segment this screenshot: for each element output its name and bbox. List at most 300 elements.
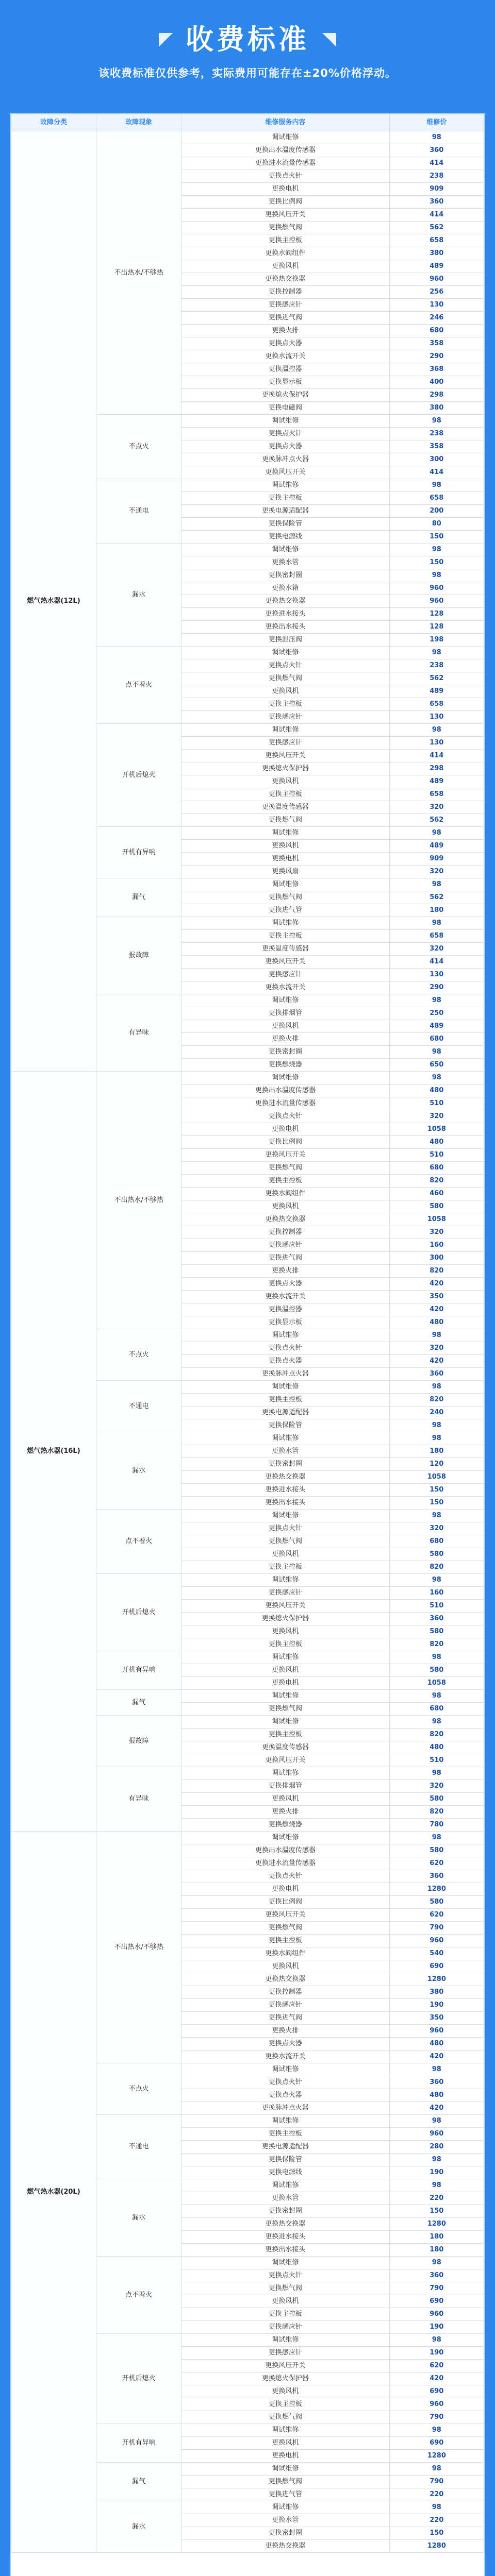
price-cell: 98 bbox=[389, 2154, 484, 2166]
solution-cell: 更换保险管 bbox=[182, 518, 389, 531]
solution-cell: 更换主控板 bbox=[182, 492, 389, 505]
solution-cell: 更换点火器 bbox=[182, 1355, 389, 1368]
price-cell: 414 bbox=[389, 209, 484, 222]
price-cell: 562 bbox=[389, 672, 484, 685]
price-cell: 790 bbox=[389, 2476, 484, 2488]
price-cell: 489 bbox=[389, 685, 484, 698]
solution-cell: 更换风压开关 bbox=[182, 956, 389, 969]
price-cell: 120 bbox=[389, 1458, 484, 1471]
price-cell: 820 bbox=[389, 1728, 484, 1741]
price-cell: 98 bbox=[389, 878, 484, 891]
solution-cell: 更换火排 bbox=[182, 1806, 389, 1819]
price-table-container[interactable] bbox=[10, 113, 485, 2576]
solution-cell: 更换显示板 bbox=[182, 1316, 389, 1329]
solution-cell: 更换水阀组件 bbox=[182, 1188, 389, 1200]
price-cell: 360 bbox=[389, 1613, 484, 1625]
price-cell: 220 bbox=[389, 2192, 484, 2205]
solution-cell: 更换风机 bbox=[182, 1793, 389, 1806]
solution-cell: 更换热交换器 bbox=[182, 2218, 389, 2231]
price-cell: 360 bbox=[389, 144, 484, 157]
solution-cell: 调试维修 bbox=[182, 2334, 389, 2347]
table-row bbox=[11, 1072, 484, 1084]
solution-cell: 更换控制器 bbox=[182, 1226, 389, 1239]
price-cell: 198 bbox=[389, 634, 484, 647]
price-cell: 380 bbox=[389, 402, 484, 415]
solution-cell: 更换感应针 bbox=[182, 1999, 389, 2012]
solution-cell: 更换熄火保护器 bbox=[182, 2372, 389, 2385]
price-cell: 480 bbox=[389, 1741, 484, 1754]
solution-cell: 更换感应针 bbox=[182, 299, 389, 312]
solution-cell: 更换出水接头 bbox=[182, 2244, 389, 2257]
price-cell: 680 bbox=[389, 1162, 484, 1175]
price-cell: 350 bbox=[389, 1291, 484, 1303]
solution-cell: 更换主控板 bbox=[182, 1935, 389, 1947]
solution-cell: 更换主控板 bbox=[182, 2128, 389, 2141]
solution-cell: 更换主控板 bbox=[182, 1728, 389, 1741]
price-cell: 98 bbox=[389, 2115, 484, 2128]
solution-cell: 更换点火器 bbox=[182, 2038, 389, 2050]
solution-cell: 更换风机 bbox=[182, 260, 389, 273]
fault-cell: 点不着火 bbox=[96, 2257, 182, 2334]
solution-cell: 更换燃气阀 bbox=[182, 891, 389, 904]
price-cell: 820 bbox=[389, 1806, 484, 1819]
fault-cell: 不通电 bbox=[96, 1381, 182, 1432]
solution-cell: 调试维修 bbox=[182, 1432, 389, 1445]
solution-cell: 调试维修 bbox=[182, 1690, 389, 1703]
price-cell: 580 bbox=[389, 1793, 484, 1806]
solution-cell: 更换电机 bbox=[182, 183, 389, 196]
price-cell: 480 bbox=[389, 1316, 484, 1329]
price-cell: 960 bbox=[389, 1935, 484, 1947]
price-cell: 420 bbox=[389, 1278, 484, 1291]
price-cell: 300 bbox=[389, 453, 484, 466]
price-cell: 150 bbox=[389, 1484, 484, 1497]
price-cell: 790 bbox=[389, 2411, 484, 2424]
price-cell: 580 bbox=[389, 1625, 484, 1638]
price-cell: 320 bbox=[389, 1780, 484, 1793]
price-cell: 1280 bbox=[389, 2218, 484, 2231]
price-cell: 620 bbox=[389, 2360, 484, 2372]
solution-cell: 更换燃气阀 bbox=[182, 672, 389, 685]
solution-cell: 更换主控板 bbox=[182, 1561, 389, 1574]
solution-cell: 更换控制器 bbox=[182, 1986, 389, 1999]
solution-cell: 调试维修 bbox=[182, 544, 389, 556]
solution-cell: 更换风压开关 bbox=[182, 1149, 389, 1162]
price-cell: 580 bbox=[389, 1200, 484, 1213]
solution-cell: 调试维修 bbox=[182, 2501, 389, 2514]
solution-cell: 更换风机 bbox=[182, 2437, 389, 2450]
solution-cell: 更换密封圈 bbox=[182, 1458, 389, 1471]
solution-cell: 更换风压开关 bbox=[182, 750, 389, 762]
fault-cell: 开机有异响 bbox=[96, 2424, 182, 2463]
solution-cell: 更换电机 bbox=[182, 1677, 389, 1690]
solution-cell: 更换电机 bbox=[182, 1883, 389, 1896]
price-cell: 98 bbox=[389, 1832, 484, 1844]
header bbox=[0, 0, 495, 106]
solution-cell: 更换排烟管 bbox=[182, 1007, 389, 1020]
price-cell: 190 bbox=[389, 2347, 484, 2360]
price-cell: 680 bbox=[389, 1703, 484, 1716]
price-cell: 562 bbox=[389, 891, 484, 904]
solution-cell: 更换出水接头 bbox=[182, 1497, 389, 1510]
price-cell: 510 bbox=[389, 1754, 484, 1767]
price-cell: 190 bbox=[389, 2321, 484, 2334]
price-cell: 98 bbox=[389, 415, 484, 428]
price-cell: 190 bbox=[389, 1999, 484, 2012]
price-cell: 420 bbox=[389, 1355, 484, 1368]
price-cell: 580 bbox=[389, 1664, 484, 1677]
solution-cell: 更换进气阀 bbox=[182, 1252, 389, 1265]
price-cell: 414 bbox=[389, 157, 484, 170]
solution-cell: 更换点火针 bbox=[182, 659, 389, 672]
fault-cell: 有异味 bbox=[96, 994, 182, 1072]
solution-cell: 更换风压开关 bbox=[182, 1754, 389, 1767]
price-cell: 360 bbox=[389, 196, 484, 209]
col-header-fault: 故障现象 bbox=[96, 114, 182, 131]
solution-cell: 更换燃气阀 bbox=[182, 2476, 389, 2488]
price-cell: 909 bbox=[389, 853, 484, 866]
solution-cell: 更换电机 bbox=[182, 853, 389, 866]
solution-cell: 更换水箱 bbox=[182, 582, 389, 595]
price-cell: 489 bbox=[389, 775, 484, 788]
price-cell: 790 bbox=[389, 2282, 484, 2295]
price-cell: 414 bbox=[389, 466, 484, 479]
solution-cell: 更换风压开关 bbox=[182, 466, 389, 479]
price-cell: 98 bbox=[389, 917, 484, 930]
price-cell: 80 bbox=[389, 518, 484, 531]
solution-cell: 更换点火针 bbox=[182, 428, 389, 440]
price-cell: 360 bbox=[389, 1368, 484, 1381]
solution-cell: 更换燃气阀 bbox=[182, 2411, 389, 2424]
solution-cell: 更换显示板 bbox=[182, 376, 389, 389]
solution-cell: 更换点火器 bbox=[182, 2089, 389, 2102]
fault-cell: 点不着火 bbox=[96, 1510, 182, 1574]
fault-cell: 不出热水/不够热 bbox=[96, 131, 182, 415]
right-decoration-icon bbox=[319, 33, 336, 46]
price-cell: 130 bbox=[389, 737, 484, 750]
col-header-price: 维修价 bbox=[389, 114, 484, 131]
solution-cell: 更换热交换器 bbox=[182, 595, 389, 608]
solution-cell: 更换风机 bbox=[182, 840, 389, 853]
price-cell: 510 bbox=[389, 1149, 484, 1162]
solution-cell: 更换风压开关 bbox=[182, 209, 389, 222]
fault-cell: 开机后熄火 bbox=[96, 724, 182, 827]
solution-cell: 更换进气管 bbox=[182, 904, 389, 917]
col-header-solution: 维修服务内容 bbox=[182, 114, 389, 131]
price-cell: 150 bbox=[389, 556, 484, 569]
title-row bbox=[159, 23, 336, 56]
price-cell: 358 bbox=[389, 337, 484, 350]
solution-cell: 更换水管 bbox=[182, 2192, 389, 2205]
price-cell: 98 bbox=[389, 479, 484, 492]
solution-cell: 更换熄火保护器 bbox=[182, 762, 389, 775]
fault-cell: 不点火 bbox=[96, 1329, 182, 1381]
solution-cell: 更换熄火保护器 bbox=[182, 1613, 389, 1625]
price-cell: 98 bbox=[389, 994, 484, 1007]
solution-cell: 更换火排 bbox=[182, 2025, 389, 2038]
price-cell: 960 bbox=[389, 273, 484, 286]
price-cell: 300 bbox=[389, 1252, 484, 1265]
solution-cell: 更换点火器 bbox=[182, 337, 389, 350]
solution-cell: 更换进水流量传感器 bbox=[182, 1097, 389, 1110]
price-cell: 690 bbox=[389, 2437, 484, 2450]
price-cell: 420 bbox=[389, 2372, 484, 2385]
solution-cell: 更换泄压阀 bbox=[182, 634, 389, 647]
price-table bbox=[11, 114, 484, 2553]
price-cell: 298 bbox=[389, 389, 484, 402]
price-cell: 909 bbox=[389, 183, 484, 196]
solution-cell: 更换进水接头 bbox=[182, 608, 389, 621]
price-cell: 150 bbox=[389, 531, 484, 544]
price-cell: 780 bbox=[389, 1819, 484, 1832]
solution-cell: 更换燃气阀 bbox=[182, 814, 389, 827]
solution-cell: 调试维修 bbox=[182, 1381, 389, 1394]
price-cell: 130 bbox=[389, 299, 484, 312]
solution-cell: 更换水阀组件 bbox=[182, 1947, 389, 1960]
price-cell: 960 bbox=[389, 595, 484, 608]
price-table-header-row bbox=[11, 114, 484, 131]
solution-cell: 更换水管 bbox=[182, 556, 389, 569]
price-cell: 562 bbox=[389, 814, 484, 827]
fault-cell: 漏气 bbox=[96, 1690, 182, 1716]
price-cell: 1280 bbox=[389, 2450, 484, 2463]
solution-cell: 更换风压开关 bbox=[182, 1909, 389, 1922]
price-cell: 562 bbox=[389, 222, 484, 234]
solution-cell: 更换点火器 bbox=[182, 1278, 389, 1291]
solution-cell: 更换电源线 bbox=[182, 2166, 389, 2179]
fault-cell: 开机后熄火 bbox=[96, 1574, 182, 1651]
price-cell: 98 bbox=[389, 2501, 484, 2514]
price-cell: 1058 bbox=[389, 1123, 484, 1136]
solution-cell: 更换电机 bbox=[182, 2450, 389, 2463]
solution-cell: 更换风压开关 bbox=[182, 1600, 389, 1613]
price-cell: 360 bbox=[389, 2269, 484, 2282]
solution-cell: 更换感应针 bbox=[182, 1239, 389, 1252]
solution-cell: 更换点火针 bbox=[182, 1522, 389, 1535]
price-cell: 489 bbox=[389, 840, 484, 853]
price-cell: 580 bbox=[389, 1548, 484, 1561]
solution-cell: 更换主控板 bbox=[182, 234, 389, 247]
price-cell: 368 bbox=[389, 363, 484, 376]
price-cell: 290 bbox=[389, 981, 484, 994]
price-cell: 320 bbox=[389, 943, 484, 956]
left-decoration-icon bbox=[159, 33, 176, 46]
price-cell: 160 bbox=[389, 1587, 484, 1600]
solution-cell: 更换保险管 bbox=[182, 2154, 389, 2166]
fault-cell: 漏水 bbox=[96, 2179, 182, 2257]
price-cell: 960 bbox=[389, 2025, 484, 2038]
price-cell: 98 bbox=[389, 2463, 484, 2476]
price-cell: 150 bbox=[389, 2205, 484, 2218]
price-cell: 358 bbox=[389, 440, 484, 453]
fault-cell: 漏气 bbox=[96, 878, 182, 917]
price-cell: 98 bbox=[389, 1716, 484, 1728]
solution-cell: 更换出水温度传感器 bbox=[182, 1844, 389, 1857]
price-cell: 98 bbox=[389, 2257, 484, 2269]
solution-cell: 更换比例阀 bbox=[182, 196, 389, 209]
solution-cell: 更换密封圈 bbox=[182, 1046, 389, 1059]
solution-cell: 调试维修 bbox=[182, 1651, 389, 1664]
price-cell: 620 bbox=[389, 1857, 484, 1870]
solution-cell: 更换点火针 bbox=[182, 170, 389, 183]
price-cell: 98 bbox=[389, 1767, 484, 1780]
solution-cell: 更换密封圈 bbox=[182, 2527, 389, 2540]
solution-cell: 更换燃气阀 bbox=[182, 1922, 389, 1935]
solution-cell: 更换风机 bbox=[182, 1664, 389, 1677]
fault-cell: 漏水 bbox=[96, 544, 182, 647]
price-cell: 240 bbox=[389, 1406, 484, 1419]
solution-cell: 更换出水温度传感器 bbox=[182, 1084, 389, 1097]
page-subtitle: 该收费标准仅供参考，实际费用可能存在±20%价格浮动。 bbox=[98, 66, 397, 79]
price-cell: 414 bbox=[389, 956, 484, 969]
price-cell: 128 bbox=[389, 608, 484, 621]
solution-cell: 更换进水流量传感器 bbox=[182, 157, 389, 170]
table-row bbox=[11, 131, 484, 144]
price-cell: 290 bbox=[389, 350, 484, 363]
solution-cell: 更换水流开关 bbox=[182, 981, 389, 994]
solution-cell: 更换温控器 bbox=[182, 1303, 389, 1316]
price-cell: 246 bbox=[389, 312, 484, 325]
price-cell: 1058 bbox=[389, 1213, 484, 1226]
fault-cell: 开机后熄火 bbox=[96, 2334, 182, 2424]
price-table-body bbox=[11, 131, 484, 2553]
price-cell: 220 bbox=[389, 2488, 484, 2501]
price-cell: 298 bbox=[389, 762, 484, 775]
fault-cell: 漏水 bbox=[96, 1432, 182, 1510]
solution-cell: 更换电源适配器 bbox=[182, 1406, 389, 1419]
price-cell: 1280 bbox=[389, 1883, 484, 1896]
solution-cell: 调试维修 bbox=[182, 2115, 389, 2128]
solution-cell: 更换温度传感器 bbox=[182, 943, 389, 956]
solution-cell: 更换火排 bbox=[182, 1265, 389, 1278]
price-cell: 650 bbox=[389, 1059, 484, 1072]
solution-cell: 更换出水温度传感器 bbox=[182, 144, 389, 157]
fault-cell: 不出热水/不够热 bbox=[96, 1832, 182, 2063]
solution-cell: 更换主控板 bbox=[182, 2398, 389, 2411]
solution-cell: 更换燃气阀 bbox=[182, 2282, 389, 2295]
price-cell: 960 bbox=[389, 2308, 484, 2321]
solution-cell: 更换电机 bbox=[182, 1123, 389, 1136]
solution-cell: 更换水管 bbox=[182, 1445, 389, 1458]
price-cell: 130 bbox=[389, 711, 484, 724]
fault-cell: 开机有异响 bbox=[96, 1651, 182, 1690]
solution-cell: 调试维修 bbox=[182, 1574, 389, 1587]
price-cell: 540 bbox=[389, 1947, 484, 1960]
price-cell: 820 bbox=[389, 1561, 484, 1574]
price-cell: 420 bbox=[389, 2102, 484, 2115]
solution-cell: 更换电源适配器 bbox=[182, 505, 389, 518]
price-cell: 98 bbox=[389, 2179, 484, 2192]
solution-cell: 更换燃气阀 bbox=[182, 1535, 389, 1548]
solution-cell: 更换水管 bbox=[182, 2514, 389, 2527]
page-title: 收费标准 bbox=[186, 23, 309, 56]
solution-cell: 更换火排 bbox=[182, 325, 389, 337]
solution-cell: 更换密封圈 bbox=[182, 2205, 389, 2218]
fault-cell: 开机有异响 bbox=[96, 827, 182, 878]
solution-cell: 调试维修 bbox=[182, 1329, 389, 1342]
solution-cell: 更换风机 bbox=[182, 1625, 389, 1638]
price-cell: 98 bbox=[389, 1574, 484, 1587]
solution-cell: 更换主控板 bbox=[182, 698, 389, 711]
price-cell: 414 bbox=[389, 750, 484, 762]
price-cell: 98 bbox=[389, 1690, 484, 1703]
fault-cell: 不通电 bbox=[96, 479, 182, 544]
solution-cell: 更换感应针 bbox=[182, 737, 389, 750]
price-table-head bbox=[11, 114, 484, 131]
price-cell: 658 bbox=[389, 234, 484, 247]
price-cell: 320 bbox=[389, 1110, 484, 1123]
solution-cell: 更换进水流量传感器 bbox=[182, 1857, 389, 1870]
solution-cell: 更换点火针 bbox=[182, 2269, 389, 2282]
solution-cell: 更换主控板 bbox=[182, 1175, 389, 1188]
solution-cell: 更换主控板 bbox=[182, 1638, 389, 1651]
solution-cell: 更换脉冲点火器 bbox=[182, 2102, 389, 2115]
price-cell: 420 bbox=[389, 1303, 484, 1316]
solution-cell: 更换热交换器 bbox=[182, 1973, 389, 1986]
price-cell: 98 bbox=[389, 1072, 484, 1084]
price-cell: 480 bbox=[389, 2089, 484, 2102]
fault-cell: 报故障 bbox=[96, 1716, 182, 1767]
price-cell: 350 bbox=[389, 2012, 484, 2025]
price-cell: 98 bbox=[389, 1432, 484, 1445]
solution-cell: 更换排烟管 bbox=[182, 1780, 389, 1793]
price-cell: 690 bbox=[389, 2295, 484, 2308]
price-cell: 480 bbox=[389, 1084, 484, 1097]
price-cell: 98 bbox=[389, 1329, 484, 1342]
price-cell: 160 bbox=[389, 1239, 484, 1252]
solution-cell: 更换风机 bbox=[182, 2295, 389, 2308]
solution-cell: 调试维修 bbox=[182, 917, 389, 930]
solution-cell: 更换电源线 bbox=[182, 531, 389, 544]
solution-cell: 更换感应针 bbox=[182, 969, 389, 981]
solution-cell: 调试维修 bbox=[182, 2063, 389, 2076]
solution-cell: 调试维修 bbox=[182, 1510, 389, 1522]
price-cell: 360 bbox=[389, 2076, 484, 2089]
solution-cell: 调试维修 bbox=[182, 647, 389, 659]
price-cell: 1058 bbox=[389, 1471, 484, 1484]
price-cell: 98 bbox=[389, 2334, 484, 2347]
solution-cell: 更换热交换器 bbox=[182, 1471, 389, 1484]
price-cell: 180 bbox=[389, 904, 484, 917]
price-cell: 380 bbox=[389, 247, 484, 260]
price-cell: 400 bbox=[389, 376, 484, 389]
solution-cell: 更换风扇 bbox=[182, 866, 389, 878]
price-cell: 790 bbox=[389, 1922, 484, 1935]
solution-cell: 更换水流开关 bbox=[182, 350, 389, 363]
price-cell: 820 bbox=[389, 1175, 484, 1188]
solution-cell: 更换点火针 bbox=[182, 2076, 389, 2089]
solution-cell: 更换风机 bbox=[182, 1200, 389, 1213]
price-cell: 690 bbox=[389, 1960, 484, 1973]
solution-cell: 调试维修 bbox=[182, 1072, 389, 1084]
price-cell: 150 bbox=[389, 2527, 484, 2540]
solution-cell: 更换主控板 bbox=[182, 930, 389, 943]
solution-cell: 调试维修 bbox=[182, 2257, 389, 2269]
solution-cell: 更换进气阀 bbox=[182, 312, 389, 325]
solution-cell: 更换感应针 bbox=[182, 2321, 389, 2334]
price-cell: 320 bbox=[389, 1342, 484, 1355]
price-cell: 150 bbox=[389, 1497, 484, 1510]
solution-cell: 更换燃烧器 bbox=[182, 1059, 389, 1072]
price-cell: 220 bbox=[389, 2514, 484, 2527]
price-cell: 420 bbox=[389, 2050, 484, 2063]
solution-cell: 更换点火针 bbox=[182, 1342, 389, 1355]
solution-cell: 更换进气阀 bbox=[182, 2012, 389, 2025]
solution-cell: 调试维修 bbox=[182, 2424, 389, 2437]
price-cell: 1280 bbox=[389, 1973, 484, 1986]
price-cell: 820 bbox=[389, 1394, 484, 1406]
solution-cell: 调试维修 bbox=[182, 131, 389, 144]
